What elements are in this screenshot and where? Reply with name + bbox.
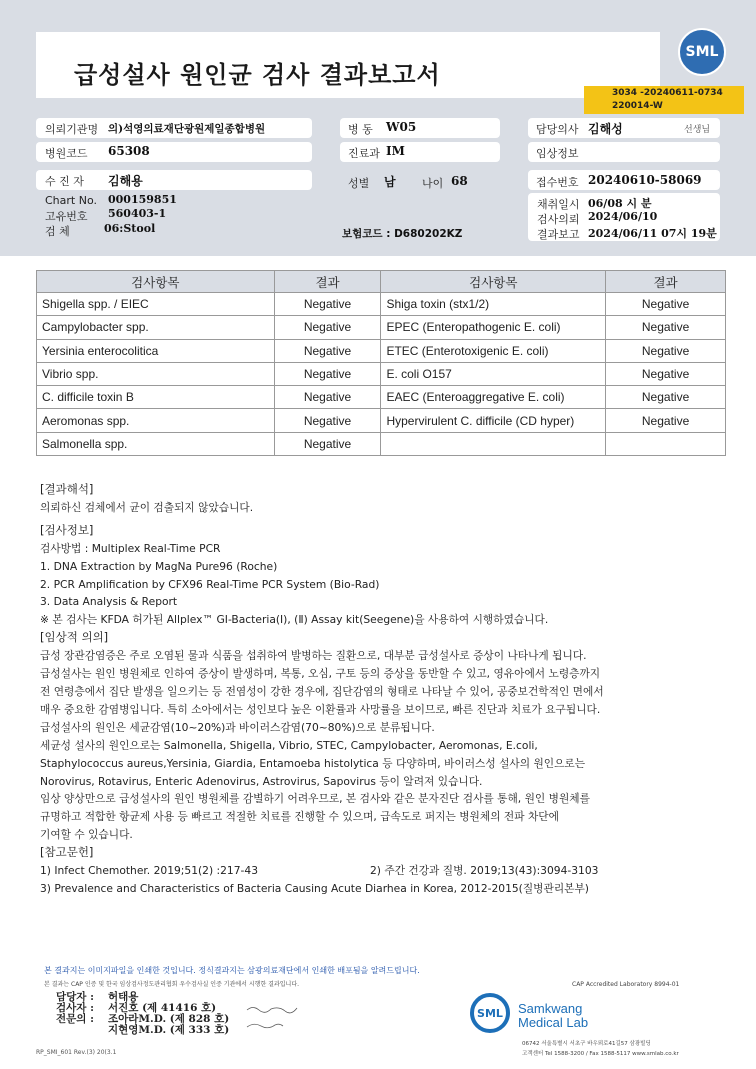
test-item bbox=[381, 432, 606, 455]
clinical-meaning-line: 규명하고 적합한 항균제 사용 등 빠르고 적절한 치료를 진행할 수 있으며, 급속도로 퍼지는 병원체의 전파 차단에 bbox=[40, 810, 559, 824]
age-label: 나이 bbox=[422, 177, 444, 190]
request-label: 검사의뢰 bbox=[537, 213, 580, 226]
test-result: Negative bbox=[274, 293, 381, 316]
staff-name-1: 허태용 bbox=[108, 991, 139, 1003]
doctor-label: 담당의사 bbox=[536, 123, 579, 136]
table-header-row bbox=[37, 271, 726, 293]
sex-label: 성별 bbox=[348, 177, 370, 190]
insurance-code: 보험코드 : D680202KZ bbox=[342, 228, 463, 240]
table-row bbox=[37, 293, 726, 316]
test-info-line: ※ 본 검사는 KFDA 허가된 Allplex™ GI-Bacteria(Ⅰ), (Ⅱ) Assay kit(Seegene)을 사용하여 시행하였습니다. bbox=[40, 613, 549, 627]
ward-value: W05 bbox=[386, 120, 417, 134]
test-item: Campylobacter spp. bbox=[37, 316, 275, 339]
test-result: Negative bbox=[606, 362, 726, 385]
test-info-line: 3. Data Analysis & Report bbox=[40, 595, 178, 609]
clinical-meaning-line: Norovirus, Rotavirus, Enteric Adenovirus, Astrovirus, Sapovirus 등이 알려져 있습니다. bbox=[40, 774, 483, 788]
test-item: EPEC (Enteropathogenic E. coli) bbox=[381, 316, 606, 339]
clinical-meaning-line: 급성 장관감염증은 주로 오염된 물과 식품을 섭취하여 발병하는 질환으로, 대부분 급성설사로 증상이 나타나게 됩니다. bbox=[40, 649, 587, 663]
header-item-2: 검사항목 bbox=[381, 271, 606, 293]
table-row bbox=[37, 432, 726, 455]
test-result: Negative bbox=[606, 316, 726, 339]
clinical-meaning-line: 전 연령층에서 집단 발생을 일으키는 등 전염성이 강한 경우에, 집단감염의 형태로 나타날 수 있어, 공중보건학적인 면에서 bbox=[40, 684, 604, 698]
references-heading: [참고문헌] bbox=[40, 845, 94, 860]
company-name-line-1: Samkwang bbox=[518, 1001, 583, 1016]
test-info-line: 1. DNA Extraction by MagNa Pure96 (Roche) bbox=[40, 559, 278, 573]
test-result: Negative bbox=[274, 409, 381, 432]
test-info-line: 2. PCR Amplification by CFX96 Real-Time PCR System (Bio-Rad) bbox=[40, 577, 380, 591]
barcode-line-1: 3034 -20240611-0734 bbox=[612, 88, 723, 98]
header-result-1: 결과 bbox=[274, 271, 381, 293]
clinical-meaning-line: 기여할 수 있습니다. bbox=[40, 828, 133, 842]
interpretation-heading: [결과해석] bbox=[40, 482, 94, 496]
patient-label: 수 진 자 bbox=[45, 175, 84, 188]
clinical-meaning-line: 세균성 설사의 원인으로는 Salmonella, Shigella, Vibrio, STEC, Campylobacter, Aeromonas, E.coli, bbox=[40, 738, 538, 752]
sex-value: 남 bbox=[384, 175, 396, 189]
test-result bbox=[606, 432, 726, 455]
company-name bbox=[518, 1002, 588, 1030]
table-row bbox=[37, 386, 726, 409]
footer-fine-print: 본 결과는 CAP 인증 및 한국 임상검사정도관리협회 우수검사실 인증 기관에서 시행한 결과입니다. bbox=[44, 981, 300, 988]
clinical-meaning-line: 매우 중요한 감염병입니다. 특히 소아에서는 성인보다 높은 이환률과 사망률을 보이므로, 빠른 진단과 치료가 요구됩니다. bbox=[40, 702, 601, 716]
clinical-meaning-line: 급성설사는 원인 병원체로 인하여 증상이 발생하며, 복통, 오심, 구토 등의 증상을 동반할 수 있고, 영유아에서 노령층까지 bbox=[40, 667, 601, 681]
clinical-meaning-line: 임상 양상만으로 급성설사의 원인 병원체를 감별하기 어려우므로, 본 검사와 같은 분자진단 검사를 통해, 원인 병원체를 bbox=[40, 792, 590, 806]
report-title: 급성설사 원인균 검사 결과보고서 bbox=[74, 61, 441, 89]
report-date-value: 2024/06/11 07시 19분 bbox=[588, 227, 717, 240]
cap-accreditation: CAP Accredited Laboratory 8994-01 bbox=[572, 981, 680, 988]
results-table bbox=[36, 270, 726, 456]
reference-2: 2) 주간 건강과 질병. 2019;13(43):3094-3103 bbox=[370, 864, 599, 878]
reference-3: 3) Prevalence and Characteristics of Bacteria Causing Acute Diarhea in Korea, 2012-2015(질병관리본부) bbox=[40, 881, 589, 895]
unique-no-label: 고유번호 bbox=[45, 210, 88, 223]
company-name-line-2: Medical Lab bbox=[518, 1015, 589, 1030]
test-item: Salmonella spp. bbox=[37, 432, 275, 455]
reference-1: 1) Infect Chemother. 2019;51(2) :217-43 bbox=[40, 864, 258, 878]
signature-scribble bbox=[245, 1020, 285, 1030]
clinical-info-label: 임상정보 bbox=[536, 147, 579, 160]
collect-label: 채취일시 bbox=[537, 198, 580, 211]
test-result: Negative bbox=[274, 386, 381, 409]
specimen-label: 검 체 bbox=[45, 225, 70, 238]
test-info-line: 검사방법 : Multiplex Real-Time PCR bbox=[40, 541, 221, 555]
test-result: Negative bbox=[274, 362, 381, 385]
test-item: C. difficile toxin B bbox=[37, 386, 275, 409]
dept-value: IM bbox=[386, 144, 405, 158]
unique-no-value: 560403-1 bbox=[108, 207, 167, 220]
clinical-meaning-line: 급성설사의 원인은 세균감염(10~20%)과 바이러스감염(70~80%)으로 분류됩니다. bbox=[40, 720, 435, 734]
header-item-1: 검사항목 bbox=[37, 271, 275, 293]
test-result: Negative bbox=[274, 432, 381, 455]
collect-value: 06/08 시 분 bbox=[588, 197, 652, 210]
test-item: E. coli O157 bbox=[381, 362, 606, 385]
report-body bbox=[40, 481, 720, 898]
receipt-label: 접수번호 bbox=[536, 176, 579, 189]
test-result: Negative bbox=[606, 339, 726, 362]
test-item: Shigella spp. / EIEC bbox=[37, 293, 275, 316]
hospital-code-label: 병원코드 bbox=[45, 147, 88, 160]
table-row bbox=[37, 362, 726, 385]
institution-value: 의)석영의료재단광원제일종합병원 bbox=[108, 123, 266, 135]
table-row bbox=[37, 339, 726, 362]
test-item: Aeromonas spp. bbox=[37, 409, 275, 432]
address-line-1: 06742 서울특별시 서초구 바우뫼로41길57 삼광빌딩 bbox=[522, 1041, 651, 1047]
test-item: ETEC (Enterotoxigenic E. coli) bbox=[381, 339, 606, 362]
company-address bbox=[522, 1039, 679, 1059]
doctor-suffix: 선생님 bbox=[684, 125, 711, 135]
report-date-label: 결과보고 bbox=[537, 228, 580, 241]
staff-name-3: 조아라M.D. (제 828 호) bbox=[108, 1013, 230, 1025]
test-info-heading: [검사정보] bbox=[40, 522, 94, 537]
specimen-value: 06:Stool bbox=[104, 222, 156, 235]
chart-no-label: Chart No. bbox=[45, 194, 97, 207]
test-result: Negative bbox=[606, 409, 726, 432]
staff-label-1: 담당자 : bbox=[56, 991, 94, 1003]
request-value: 2024/06/10 bbox=[588, 210, 658, 223]
staff-name-4: 지현영M.D. (제 333 호) bbox=[108, 1024, 230, 1036]
references-row bbox=[40, 862, 720, 880]
doctor-value: 김해성 bbox=[588, 122, 623, 136]
footer-notice: 본 결과지는 이미지파일을 인쇄한 것입니다. 정식결과지는 삼광의료재단에서 인쇄한 배포됨을 알려드립니다. bbox=[44, 966, 420, 975]
header-result-2: 결과 bbox=[606, 271, 726, 293]
ward-label: 병 동 bbox=[348, 123, 373, 136]
interpretation-text: 의뢰하신 검체에서 균이 검출되지 않았습니다. bbox=[40, 500, 254, 514]
patient-value: 김해용 bbox=[108, 174, 143, 188]
table-row bbox=[37, 409, 726, 432]
test-result: Negative bbox=[274, 339, 381, 362]
signature-scribble bbox=[245, 1004, 299, 1014]
test-result: Negative bbox=[274, 316, 381, 339]
form-number: RP_SMI_601 Rev.(3) 20(3.1 bbox=[36, 1049, 117, 1056]
test-item: Shiga toxin (stx1/2) bbox=[381, 293, 606, 316]
test-item: Vibrio spp. bbox=[37, 362, 275, 385]
barcode-code bbox=[584, 86, 744, 114]
sml-logo-icon: SML bbox=[678, 28, 726, 76]
test-item: EAEC (Enteroaggregative E. coli) bbox=[381, 386, 606, 409]
test-result: Negative bbox=[606, 293, 726, 316]
table-row bbox=[37, 316, 726, 339]
barcode-line-2: 220014-W bbox=[612, 101, 663, 111]
test-item: Yersinia enterocolitica bbox=[37, 339, 275, 362]
hospital-code-value: 65308 bbox=[108, 144, 150, 158]
clinical-meaning-heading: [임상적 의의] bbox=[40, 630, 109, 645]
staff-label-2: 검사자 : bbox=[56, 1002, 94, 1014]
address-line-2: 고객센터 Tel 1588-3200 / Fax 1588-5117 www.smlab.co.kr bbox=[522, 1051, 679, 1057]
receipt-value: 20240610-58069 bbox=[588, 173, 702, 187]
age-value: 68 bbox=[451, 174, 468, 188]
dept-label: 진료과 bbox=[348, 147, 380, 160]
sml-footer-logo-icon: SML bbox=[470, 993, 510, 1033]
test-item: Hypervirulent C. difficile (CD hyper) bbox=[381, 409, 606, 432]
staff-label-3: 전문의 : bbox=[56, 1013, 94, 1025]
staff-name-2: 서진호 (제 41416 호) bbox=[108, 1002, 217, 1014]
test-result: Negative bbox=[606, 386, 726, 409]
institution-label: 의뢰기관명 bbox=[45, 123, 99, 136]
clinical-meaning-line: Staphylococcus aureus,Yersinia, Giardia, Entamoeba histolytica 등 다양하며, 바이러스성 설사의 원인으로는 bbox=[40, 756, 586, 770]
chart-no-value: 000159851 bbox=[108, 193, 177, 206]
